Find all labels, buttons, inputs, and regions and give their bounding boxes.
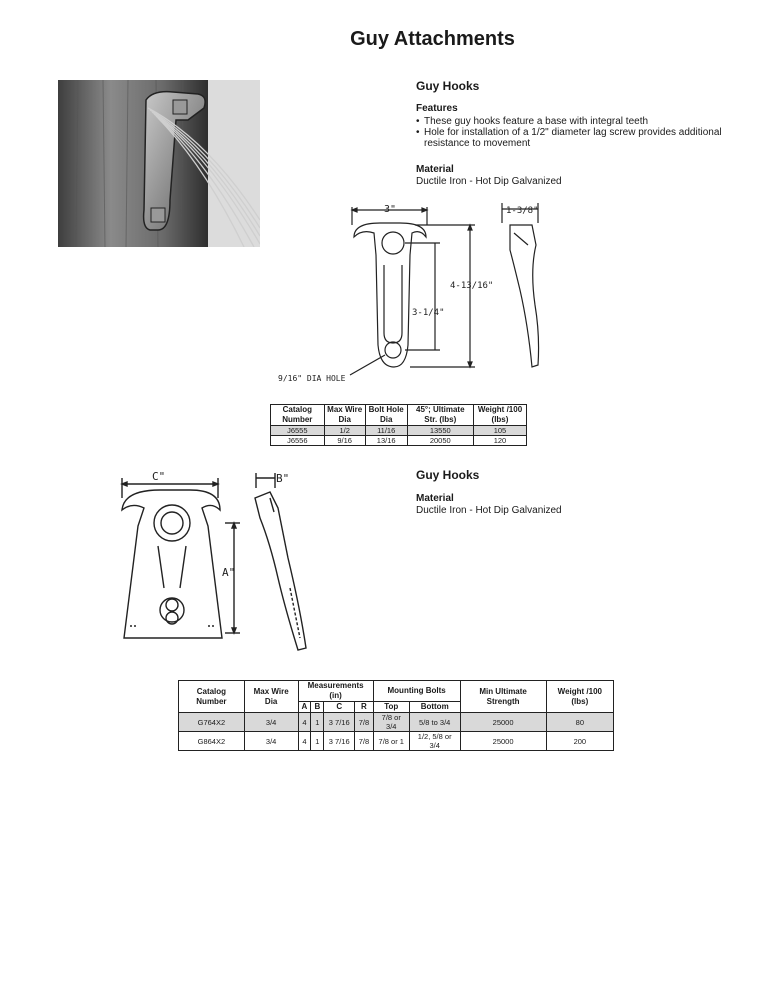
table-cell: 7/8 or 1 — [373, 732, 409, 751]
feature-item-continuation: resistance to movement — [424, 138, 531, 149]
dimension-c-label: C" — [152, 470, 166, 483]
header-top: Top — [373, 702, 409, 713]
header-catalog-number: Catalog Number — [271, 405, 325, 426]
page-title: Guy Attachments — [350, 28, 515, 50]
dimension-side-width-label: 1-3/8" — [506, 206, 539, 216]
guy-hook-drawing-2 — [110, 468, 340, 663]
table-cell: 1 — [311, 713, 324, 732]
header-min-ultimate-strength: Min Ultimate Strength — [460, 681, 546, 713]
table-cell: 25000 — [460, 732, 546, 751]
header-mounting-bolts: Mounting Bolts — [373, 681, 460, 702]
header-a: A — [298, 702, 311, 713]
table-cell: 1/2, 5/8 or 3/4 — [409, 732, 460, 751]
section-title-guy-hooks: Guy Hooks — [416, 79, 480, 93]
table-header-row — [179, 681, 614, 702]
table-cell: J6556 — [271, 436, 325, 446]
guy-hook-drawing-1 — [270, 195, 570, 387]
table-row — [179, 732, 614, 751]
features-heading: Features — [416, 103, 458, 114]
table-cell: 4 — [298, 713, 311, 732]
table-row — [271, 436, 527, 446]
table-cell: 25000 — [460, 713, 546, 732]
table-cell: 7/8 — [355, 732, 374, 751]
table-cell: 3/4 — [244, 732, 298, 751]
header-bottom: Bottom — [409, 702, 460, 713]
table-cell: 20050 — [407, 436, 473, 446]
table-cell: 5/8 to 3/4 — [409, 713, 460, 732]
table-cell: 3 7/16 — [324, 732, 355, 751]
dimension-b-label: B" — [276, 472, 290, 485]
table-cell: 105 — [473, 426, 526, 436]
header-weight: Weight /100 (lbs) — [473, 405, 526, 426]
header-bolt-hole-dia: Bolt Hole Dia — [365, 405, 407, 426]
dimension-a-label: A" — [222, 566, 236, 579]
table-cell: 13550 — [407, 426, 473, 436]
table-row — [179, 713, 614, 732]
header-b: B — [311, 702, 324, 713]
table-cell: G864X2 — [179, 732, 245, 751]
table-cell: 4 — [298, 732, 311, 751]
guy-hook-photo — [58, 80, 260, 247]
table-cell: J6555 — [271, 426, 325, 436]
section-title-guy-hooks-2: Guy Hooks — [416, 468, 480, 482]
table-cell: 3/4 — [244, 713, 298, 732]
header-r: R — [355, 702, 374, 713]
header-c: C — [324, 702, 355, 713]
feature-item: • These guy hooks feature a base with integral teeth — [416, 116, 649, 127]
header-catalog-number: Catalog Number — [179, 681, 245, 713]
table-cell: 3 7/16 — [324, 713, 355, 732]
header-weight: Weight /100 (lbs) — [546, 681, 613, 713]
header-max-wire-dia: Max Wire Dia — [324, 405, 365, 426]
dimension-width-label: 3" — [383, 204, 397, 215]
table-row — [271, 426, 527, 436]
table-cell: 13/16 — [365, 436, 407, 446]
table-cell: 7/8 — [355, 713, 374, 732]
table-cell: 80 — [546, 713, 613, 732]
table-header-row — [271, 405, 527, 426]
spec-table-j655x — [270, 404, 527, 446]
material-heading-2: Material — [416, 493, 454, 504]
material-text: Ductile Iron - Hot Dip Galvanized — [416, 176, 562, 187]
header-measurements: Measurements (in) — [298, 681, 373, 702]
feature-item: • Hole for installation of a 1/2" diameter lag screw provides additional — [416, 127, 722, 138]
table-cell: 200 — [546, 732, 613, 751]
features-list — [416, 116, 756, 149]
table-cell: 11/16 — [365, 426, 407, 436]
material-text-2: Ductile Iron - Hot Dip Galvanized — [416, 505, 562, 516]
material-heading: Material — [416, 164, 454, 175]
header-max-wire-dia: Max Wire Dia — [244, 681, 298, 713]
table-cell: 7/8 or 3/4 — [373, 713, 409, 732]
spec-table-gx64x2 — [178, 680, 614, 751]
dimension-hole-spacing-label: 3-1/4" — [412, 308, 445, 318]
table-cell: 9/16 — [324, 436, 365, 446]
table-cell: 1 — [311, 732, 324, 751]
header-ultimate-strength: 45°; Ultimate Str. (lbs) — [407, 405, 473, 426]
table-cell: 120 — [473, 436, 526, 446]
table-cell: G764X2 — [179, 713, 245, 732]
hole-diameter-label: 9/16" DIA HOLE — [278, 374, 346, 383]
dimension-total-height-label: 4-13/16" — [450, 281, 494, 291]
table-cell: 1/2 — [324, 426, 365, 436]
